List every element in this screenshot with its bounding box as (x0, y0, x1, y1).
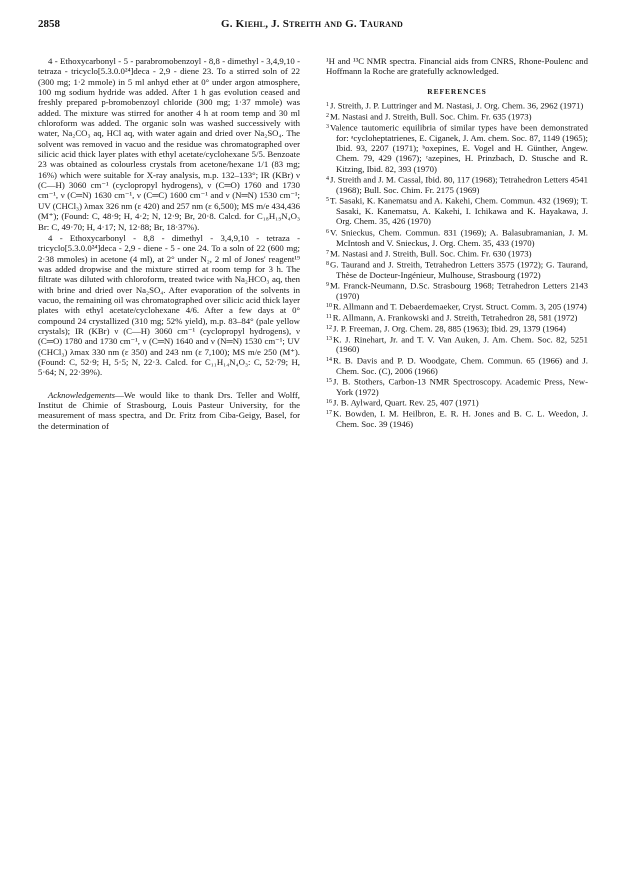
experimental-paragraph-24: 4 - Ethoxycarbonyl - 8,8 - dimethyl - 3,4,9,10 - tetraza - tricyclo[5.3.0.0²⁴]deca - 2,9 - diene - 5 - one 24. To a soln of 22 (600 mg; 2·38 mmoles) in acetone (4 ml), at 2° under N₂, 2 ml of Jones' reagent¹⁹ was added dropwise and the mixture stirred at room temp for 3 h. The filtrate was diluted with chloroform, treated twice with Na₂HCO₃ aq, then with brine and dried over Na₂SO₄. After evaporation of the solvents in vacuo, the remaining oil was chromatographed over silicic acid thick layer plates with ethyl acetate/cyclohexane 4/6. After a few days at 0° compound 24 crystallized (310 mg; 52% yield), m.p. 83–84° (pale yellow crystals); IR (KBr) ν (C—H) 3060 cm⁻¹ (cyclopropyl hydrogens), ν (C═O) 1780 and 1730 cm⁻¹, ν (C═N) 1640 and ν (N═N) 1530 cm⁻¹; UV (CHCl₃) λmax 330 nm (ε 350) and 243 nm (ε 7,100); MS m/e 250 (M⁺). (Found: C, 52·9; H, 5·5; N, 22·3. Calcd. for C₁₁H₁₄N₄O₃: C, 52·79; H, 5·64; N, 22·39%). (38, 232, 300, 378)
reference-item (326, 100, 588, 111)
page-number: 2858 (38, 18, 60, 30)
reference-item (326, 355, 588, 376)
left-column (38, 56, 300, 431)
reference-item (326, 301, 588, 312)
reference-number: 9 (326, 281, 329, 288)
reference-number: 5 (326, 197, 329, 204)
acknowledgements-text: —We would like to thank Drs. Teller and Wolff, Institut de Chimie of Strasbourg, Louis Pasteur University, for the measurement of mass spectra, and Dr. Fritz from Ciba-Geigy, Basel, for the determination of (38, 389, 300, 431)
reference-item (326, 280, 588, 301)
reference-text: J. P. Freeman, J. Org. Chem. 28, 885 (1963); Ibid. 29, 1379 (1964) (333, 323, 566, 334)
reference-number: 8 (326, 260, 329, 267)
reference-text: R. B. Davis and P. D. Woodgate, Chem. Commun. 65 (1966) and J. Chem. Soc. (C), 2006 (1966) (333, 355, 588, 376)
reference-number: 16 (326, 399, 332, 406)
reference-number: 13 (326, 335, 332, 342)
reference-text: Valence tautomeric equilibria of similar types have been demonstrated for: ᵃcycloheptatrienes, E. Ciganek, J. Am. chem. Soc. 87, 1149 (1965); Ibid. 93, 2207 (1971); ᵇoxepines, E. Vogel and H. Günther, Angew. Chem. 79, 429 (1967); ᶜazepines, H. Prinzbach, D. Stusche and R. Kitzing, Ibid. 82, 393 (1970) (330, 122, 588, 174)
reference-item (326, 174, 588, 195)
acknowledgements-continuation: ¹H and ¹³C NMR spectra. Financial aids from CNRS, Rhone-Poulenc and Hoffmann la Roche are gratefully acknowledged. (326, 56, 588, 77)
reference-text: T. Sasaki, K. Kanematsu and A. Kakehi, Chem. Commun. 432 (1969); T. Sasaki, K. Kanematsu, A. Kakehi, I. Ichikawa and K. Hayakawa, J. Org. Chem. 35, 426 (1970) (330, 195, 588, 227)
reference-item (326, 259, 588, 280)
reference-item (326, 376, 588, 397)
reference-item (326, 397, 588, 408)
reference-text: J. Streith, J. P. Luttringer and M. Nastasi, J. Org. Chem. 36, 2962 (1971) (330, 100, 584, 111)
reference-number: 10 (326, 303, 332, 310)
page-header (38, 18, 586, 34)
reference-item (326, 111, 588, 122)
reference-text: J. B. Aylward, Quart. Rev. 25, 407 (1971) (333, 397, 479, 408)
reference-text: K. J. Rinehart, Jr. and T. V. Van Auken, J. Am. Chem. Soc. 82, 5251 (1960) (333, 334, 588, 355)
reference-number: 11 (326, 313, 332, 320)
reference-item (326, 248, 588, 259)
reference-text: J. Streith and J. M. Cassal, Ibid. 80, 117 (1968); Tetrahedron Letters 4541 (1968); Bull. Soc. Chim. Fr. 2175 (1969) (330, 174, 588, 195)
reference-number: 1 (326, 102, 329, 109)
reference-text: V. Snieckus, Chem. Commun. 831 (1969); A. Balasubramanian, J. M. McIntosh and V. Snieckus, J. Org. Chem. 35, 433 (1970) (330, 227, 588, 248)
running-title: G. Kiehl, J. Streith and G. Taurand (220, 18, 404, 30)
reference-text: R. Allmann and T. Debaerdemaeker, Cryst. Struct. Comm. 3, 205 (1974) (333, 301, 587, 312)
reference-text: R. Allmann, A. Frankowski and J. Streith, Tetrahedron 28, 581 (1972) (332, 312, 578, 323)
reference-text: J. B. Stothers, Carbon-13 NMR Spectroscopy. Academic Press, New-York (1972) (333, 376, 588, 397)
reference-number: 4 (326, 175, 329, 182)
reference-number: 7 (326, 249, 329, 256)
reference-item (326, 334, 588, 355)
reference-number: 12 (326, 324, 332, 331)
right-column (326, 56, 588, 429)
reference-item (326, 227, 588, 248)
acknowledgements-heading: Acknowledgements (48, 389, 116, 400)
reference-number: 17 (326, 410, 332, 416)
reference-item (326, 323, 588, 334)
reference-text: K. Bowden, I. M. Heilbron, E. R. H. Jones and B. C. L. Weedon, J. Chem. Soc. 39 (1946) (333, 408, 588, 429)
reference-item (326, 408, 588, 429)
reference-number: 3 (326, 123, 329, 130)
references-list (326, 100, 588, 429)
reference-number: 15 (326, 377, 332, 384)
reference-text: M. Franck-Neumann, D.Sc. Strasbourg 1968; Tetrahedron Letters 2143 (1970) (330, 280, 588, 301)
references-heading: REFERENCES (427, 86, 487, 96)
reference-text: G. Taurand and J. Streith, Tetrahedron Letters 3575 (1972); G. Taurand, Thèse de Docteur-Ingénieur, Mulhouse, Strasbourg (1972) (330, 259, 588, 280)
reference-number: 2 (326, 112, 329, 119)
reference-item (326, 195, 588, 227)
reference-number: 6 (326, 228, 329, 235)
reference-item (326, 312, 588, 323)
reference-number: 14 (326, 356, 332, 363)
reference-text: M. Nastasi and J. Streith, Bull. Soc. Chim. Fr. 630 (1973) (330, 248, 532, 259)
reference-text: M. Nastasi and J. Streith, Bull. Soc. Chim. Fr. 635 (1973) (330, 111, 532, 122)
experimental-paragraph-23: 4 - Ethoxycarbonyl - 5 - parabromobenzoyl - 8,8 - dimethyl - 3,4,9,10 - tetraza - tricyclo[5.3.0.0²⁴]deca - 2,9 - diene 23. To a stirred soln of 22 (300 mg; 1·2 mmole) in 5 ml anhyd ether at 0° under argon atmosphere, 100 mg sodium hydride was added. After 1 h gas evolution ceased and freshly prepared p-bromobenzoyl chloride (300 mg; 1·37 mmole) was added. The mixture was stirred for another 4 h at room temp and 30 ml chloroform was added. The organic soln was washed successively with water, Na₂CO₃ aq, HCl aq, with water again and dried over Na₂SO₄. The solvent was removed in vacuo and the residue was chromatographed over silicic acid thick layer plates with ethyl acetate/cyclohexane 5/5. Benzoate 23 was obtained as colourless crystals from acetone/hexane 1/1 (83 mg; 16%) which were suitable for X-ray analysis, m.p. 132–133°; IR (KBr) ν (C—H) 3060 cm⁻¹ (cyclopropyl hydrogens), ν (C═O) 1760 and 1730 cm⁻¹, ν (C═N) 1630 cm⁻¹, ν (C═C) 1600 cm⁻¹ and ν (N═N) 1530 cm⁻¹; UV (CHCl₃) λmax 326 nm (ε 420) and 257 nm (ε 6,500); MS m/e 434,436 (M⁺); (Found: C, 48·9; H, 4·2; N, 12·9; Br, 20·8. Calcd. for C₁₈H₁₉N₄O₃ Br: C, 49·70; H, 4·17; N, 12·88; Br, 18·37%). (38, 56, 300, 232)
reference-item (326, 122, 588, 174)
acknowledgements-paragraph (38, 390, 300, 431)
